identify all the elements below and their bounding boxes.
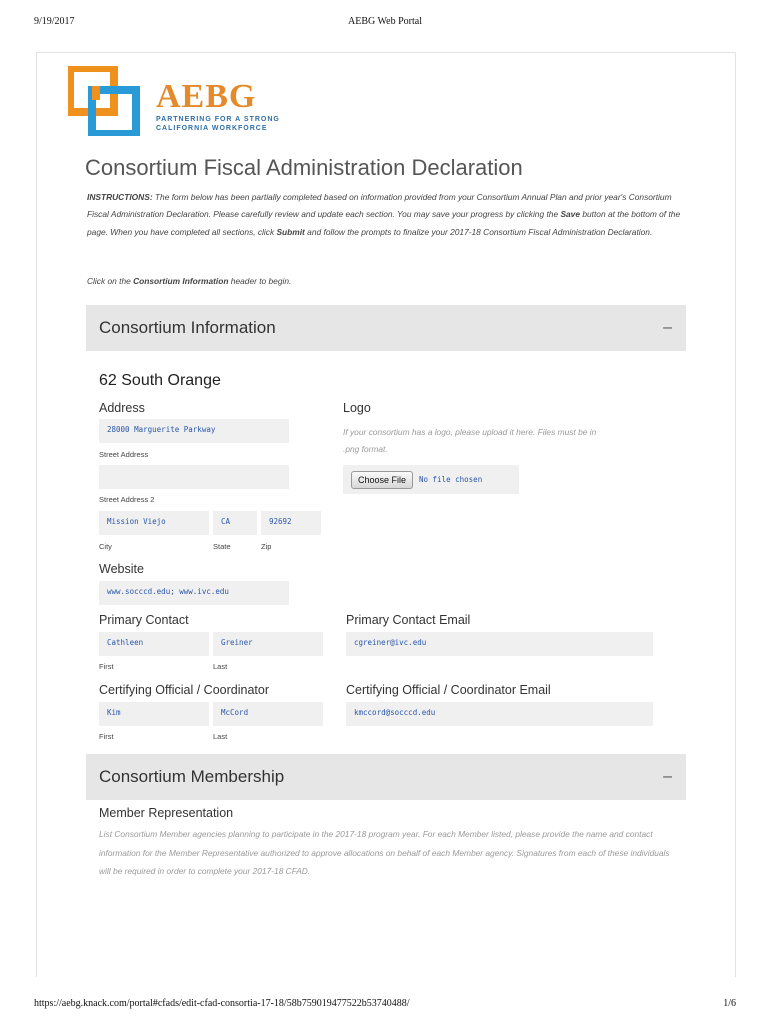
primary-first-label: First	[99, 662, 114, 671]
street-address-label: Street Address	[99, 450, 149, 459]
certifying-first-input[interactable]: Kim	[99, 702, 209, 726]
file-status: No file chosen	[419, 475, 483, 484]
click-note	[87, 276, 291, 286]
print-title: AEBG Web Portal	[347, 16, 422, 27]
instructions-text3: and follow the prompts to finalize your 2017-18 Consortium Fiscal Administration Declaration.	[304, 226, 653, 237]
member-representation-label: Member Representation	[99, 806, 234, 820]
logo-label: Logo	[343, 401, 371, 415]
zip-input[interactable]: 92692	[261, 511, 321, 535]
print-url: https://aebg.knack.com/portal#cfads/edit-cfad-consortia-17-18/58b759019477522b53740488/	[34, 998, 410, 1009]
state-label: State	[213, 542, 231, 551]
state-input[interactable]: CA	[213, 511, 257, 535]
certifying-first-label: First	[99, 732, 114, 741]
certifying-last-input[interactable]: McCord	[213, 702, 323, 726]
print-date: 9/19/2017	[34, 16, 75, 27]
certifying-email-label: Certifying Official / Coordinator Email	[346, 683, 551, 697]
print-header	[34, 16, 736, 30]
instructions-label: INSTRUCTIONS:	[87, 192, 153, 202]
member-representation-desc: List Consortium Member agencies planning to participate in the 2017-18 program year. For each Member listed, please provide the name and contact information for the Member Representative authorized to approve allocations on behalf of each Member agency. Signatures from each of these individuals will be required in order to complete your 2017-18 CFAD.	[99, 829, 670, 877]
primary-contact-label: Primary Contact	[99, 613, 189, 627]
instructions-text1: The form below has been partially completed based on information provided from your Consortium Annual Plan and prior year's Consortium Fiscal Administration Declaration. Please carefully review and update each section. You may save your progress by clicking the	[87, 192, 672, 220]
certifying-last-label: Last	[213, 732, 228, 741]
city-input[interactable]: Mission Viejo	[99, 511, 209, 535]
primary-contact-first-input[interactable]: Cathleen	[99, 632, 209, 656]
section-consortium-membership[interactable]	[86, 754, 686, 800]
instructions-text2: button at the bottom of the page. When you have completed all sections, click	[87, 209, 681, 237]
instructions-submit: Submit	[276, 226, 305, 237]
logo-wordmark: AEBG	[156, 78, 257, 115]
click-note-pre: Click on the	[87, 276, 134, 286]
certifying-label: Certifying Official / Coordinator	[99, 683, 269, 697]
website-label: Website	[99, 562, 144, 576]
tagline-line2: CALIFORNIA WORKFORCE	[156, 125, 268, 132]
choose-file-button[interactable]: Choose File	[351, 471, 413, 489]
instructions	[87, 189, 685, 241]
address-label: Address	[99, 401, 145, 415]
certifying-email-input[interactable]: kmccord@socccd.edu	[346, 702, 653, 726]
page-title: Consortium Fiscal Administration Declaration	[85, 155, 523, 180]
instructions-save: Save	[560, 209, 580, 220]
section-title: Consortium Information	[99, 318, 276, 337]
primary-contact-last-input[interactable]: Greiner	[213, 632, 323, 656]
collapse-icon[interactable]: –	[663, 319, 672, 336]
primary-email-label: Primary Contact Email	[346, 613, 471, 627]
city-label: City	[99, 542, 112, 551]
logo-upload-field	[343, 465, 519, 494]
logo-hint: If your consortium has a logo, please upload it here. Files must be in .png format.	[343, 427, 597, 454]
collapse-icon[interactable]: –	[663, 768, 672, 785]
street-address-input[interactable]: 28000 Marguerite Parkway	[99, 419, 289, 443]
street-address-2-label: Street Address 2	[99, 495, 155, 504]
zip-label: Zip	[261, 542, 272, 551]
website-input[interactable]: www.socccd.edu; www.ivc.edu	[99, 581, 289, 605]
print-page-number: 1/6	[723, 998, 736, 1009]
click-note-bold: Consortium Information	[133, 276, 229, 286]
print-footer	[34, 998, 736, 1012]
section-consortium-information[interactable]	[86, 305, 686, 351]
primary-last-label: Last	[213, 662, 228, 671]
tagline-line1: PARTNERING FOR A STRONG	[156, 116, 280, 123]
section-title: Consortium Membership	[99, 767, 285, 786]
consortium-name: 62 South Orange	[99, 372, 221, 389]
logo-tagline	[156, 115, 280, 133]
primary-email-input[interactable]: cgreiner@ivc.edu	[346, 632, 653, 656]
click-note-post: header to begin.	[228, 276, 292, 286]
street-address-2-input[interactable]	[99, 465, 289, 489]
